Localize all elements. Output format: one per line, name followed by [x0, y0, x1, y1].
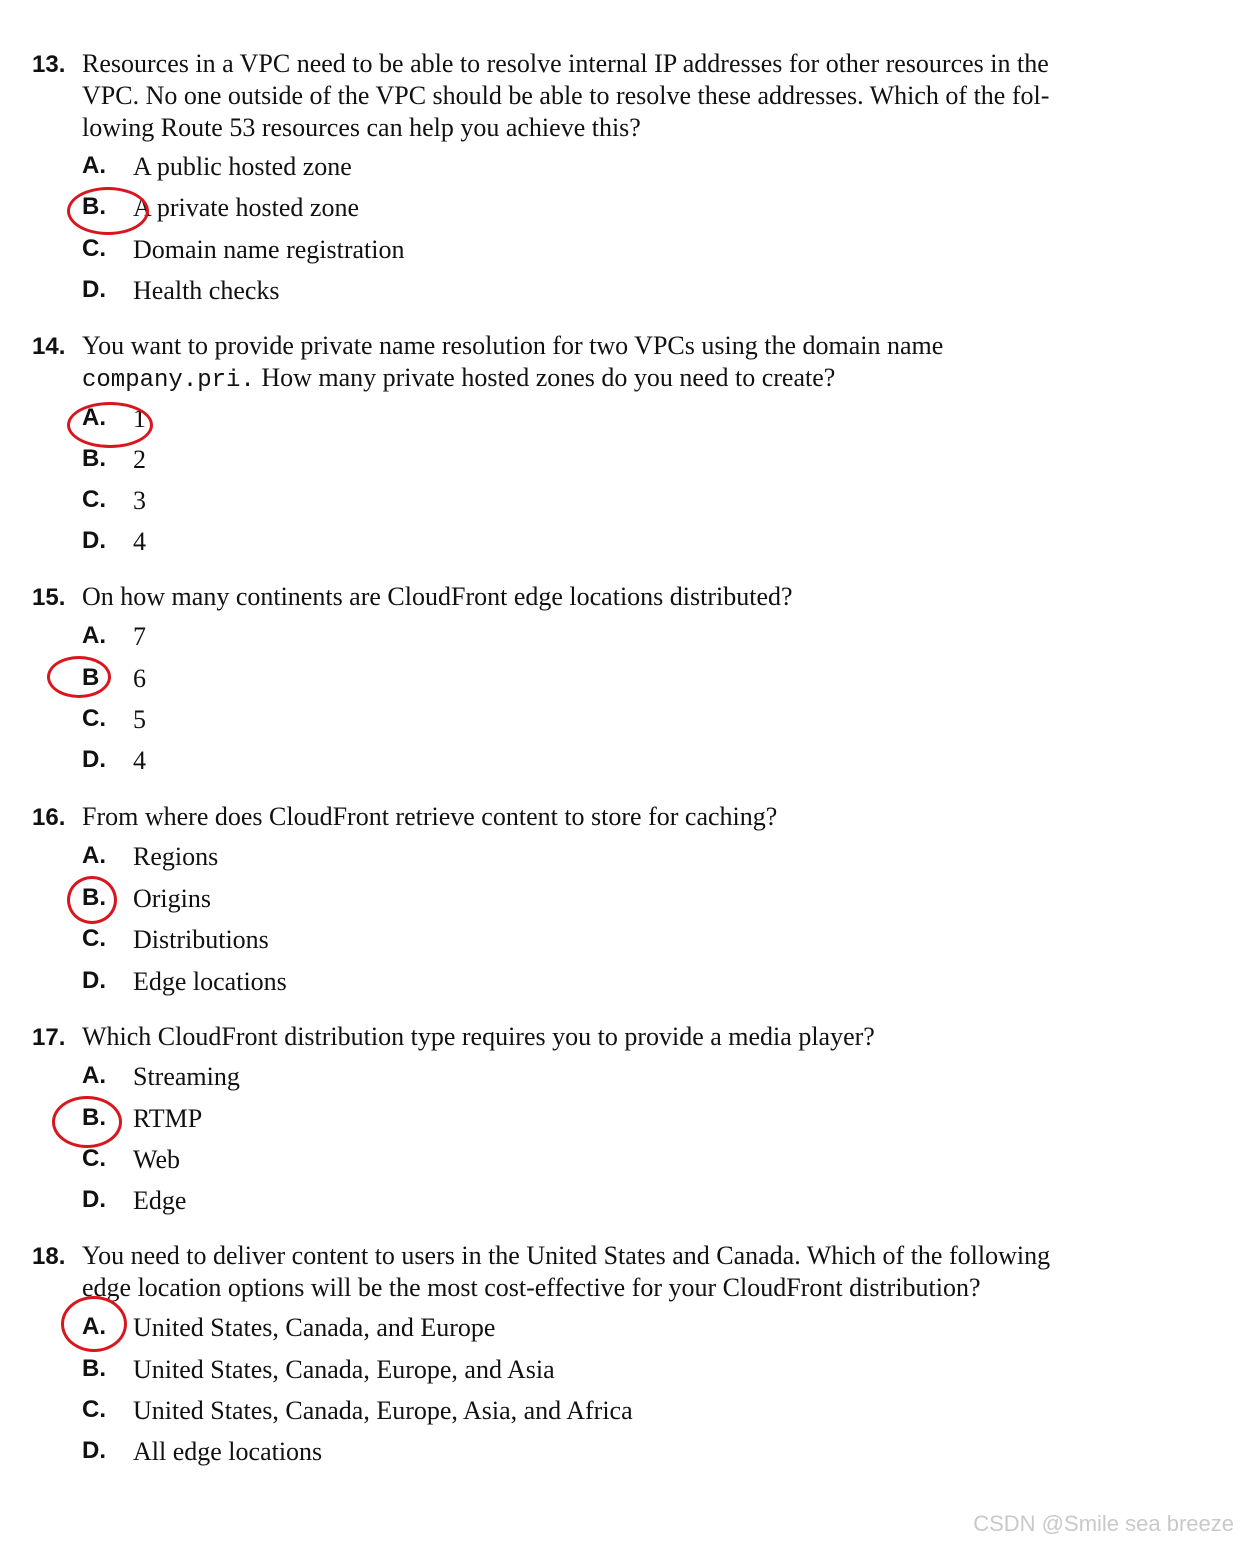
option-c[interactable]: [0, 235, 1240, 271]
question-line-rest: How many private hosted zones do you need to create?: [254, 363, 836, 392]
option-text: Web: [133, 1145, 180, 1174]
option-a[interactable]: [0, 1313, 1240, 1349]
option-text: Origins: [133, 884, 211, 913]
option-letter: D.: [82, 1437, 106, 1464]
option-d[interactable]: [0, 1186, 1240, 1222]
option-letter: C.: [82, 1145, 106, 1172]
option-b[interactable]: [0, 884, 1240, 920]
option-text: 6: [133, 664, 146, 693]
question-number: 13.: [32, 51, 66, 78]
answer-circle-mark: [61, 1296, 127, 1352]
option-text: 1: [133, 404, 146, 433]
option-d[interactable]: [0, 276, 1240, 312]
option-text: Health checks: [133, 276, 280, 305]
question-line: lowing Route 53 resources can help you achieve this?: [82, 113, 641, 142]
option-b[interactable]: [0, 1355, 1240, 1391]
option-letter: D.: [82, 1186, 106, 1213]
option-c[interactable]: [0, 1145, 1240, 1181]
option-text: Regions: [133, 842, 219, 871]
question-line: From where does CloudFront retrieve content to store for caching?: [82, 802, 778, 831]
option-text: A public hosted zone: [133, 152, 352, 181]
option-b[interactable]: [0, 1104, 1240, 1140]
answer-circle-mark: [67, 402, 153, 448]
answer-circle-mark: [47, 656, 111, 698]
option-letter: A.: [82, 622, 106, 649]
code-domain-name: company.pri.: [82, 367, 255, 394]
question-text: [82, 1240, 1132, 1304]
option-text: 3: [133, 486, 146, 515]
option-letter: D.: [82, 276, 106, 303]
question-number: 16.: [32, 804, 66, 831]
option-b[interactable]: [0, 664, 1240, 700]
option-a[interactable]: [0, 622, 1240, 658]
option-letter: A.: [82, 1313, 106, 1340]
option-letter: B: [82, 664, 100, 691]
option-text: RTMP: [133, 1104, 203, 1133]
option-letter: C.: [82, 486, 106, 513]
option-b[interactable]: [0, 445, 1240, 481]
answer-circle-mark: [52, 1096, 122, 1148]
option-d[interactable]: [0, 1437, 1240, 1473]
option-a[interactable]: [0, 842, 1240, 878]
question-line: You need to deliver content to users in the United States and Canada. Which of the following: [82, 1241, 1051, 1270]
option-letter: C.: [82, 235, 106, 262]
question-line: VPC. No one outside of the VPC should be able to resolve these addresses. Which of the fol-: [82, 81, 1050, 110]
question-text: [82, 801, 1132, 833]
option-text: United States, Canada, Europe, Asia, and Africa: [133, 1396, 633, 1425]
question-number: 17.: [32, 1024, 66, 1051]
option-letter: A.: [82, 404, 106, 431]
watermark: CSDN @Smile sea breeze: [973, 1511, 1234, 1536]
option-d[interactable]: [0, 746, 1240, 782]
option-text: Domain name registration: [133, 235, 405, 264]
option-letter: A.: [82, 842, 106, 869]
option-text: A private hosted zone: [133, 193, 359, 222]
option-letter: B.: [82, 1355, 106, 1382]
option-text: United States, Canada, and Europe: [133, 1313, 496, 1342]
option-letter: C.: [82, 1396, 106, 1423]
option-text: 2: [133, 445, 146, 474]
option-text: 4: [133, 746, 146, 775]
question-line: You want to provide private name resolution for two VPCs using the domain name: [82, 331, 944, 360]
answer-circle-mark: [67, 187, 149, 235]
option-text: Distributions: [133, 925, 269, 954]
option-text: United States, Canada, Europe, and Asia: [133, 1355, 555, 1384]
option-text: All edge locations: [133, 1437, 323, 1466]
option-c[interactable]: [0, 486, 1240, 522]
option-b[interactable]: [0, 193, 1240, 229]
option-letter: A.: [82, 1062, 106, 1089]
option-letter: B.: [82, 884, 106, 911]
option-c[interactable]: [0, 705, 1240, 741]
option-text: Edge locations: [133, 967, 287, 996]
option-c[interactable]: [0, 925, 1240, 961]
option-text: 5: [133, 705, 146, 734]
option-letter: D.: [82, 967, 106, 994]
option-letter: A.: [82, 152, 106, 179]
option-a[interactable]: [0, 404, 1240, 440]
question-line: Resources in a VPC need to be able to resolve internal IP addresses for other resources in the: [82, 49, 1049, 78]
option-letter: D.: [82, 527, 106, 554]
question-text: [82, 330, 1132, 397]
option-letter: B.: [82, 1104, 106, 1131]
option-text: Streaming: [133, 1062, 240, 1091]
question-number: 15.: [32, 584, 66, 611]
option-letter: B.: [82, 193, 106, 220]
question-line: Which CloudFront distribution type requires you to provide a media player?: [82, 1022, 875, 1051]
option-letter: B.: [82, 445, 106, 472]
question-number: 14.: [32, 333, 66, 360]
question-line: [82, 362, 1132, 397]
question-line: edge location options will be the most cost-effective for your CloudFront distribution?: [82, 1273, 981, 1302]
option-d[interactable]: [0, 527, 1240, 563]
option-letter: C.: [82, 925, 106, 952]
option-a[interactable]: [0, 1062, 1240, 1098]
option-text: 4: [133, 527, 146, 556]
option-letter: C.: [82, 705, 106, 732]
question-line: On how many continents are CloudFront edge locations distributed?: [82, 582, 793, 611]
option-text: 7: [133, 622, 146, 651]
question-text: [82, 1021, 1132, 1053]
question-text: [82, 48, 1132, 144]
question-text: [82, 581, 1132, 613]
option-letter: D.: [82, 746, 106, 773]
option-c[interactable]: [0, 1396, 1240, 1432]
option-a[interactable]: [0, 152, 1240, 188]
question-number: 18.: [32, 1243, 66, 1270]
answer-circle-mark: [67, 876, 117, 924]
option-d[interactable]: [0, 967, 1240, 1003]
option-text: Edge: [133, 1186, 187, 1215]
